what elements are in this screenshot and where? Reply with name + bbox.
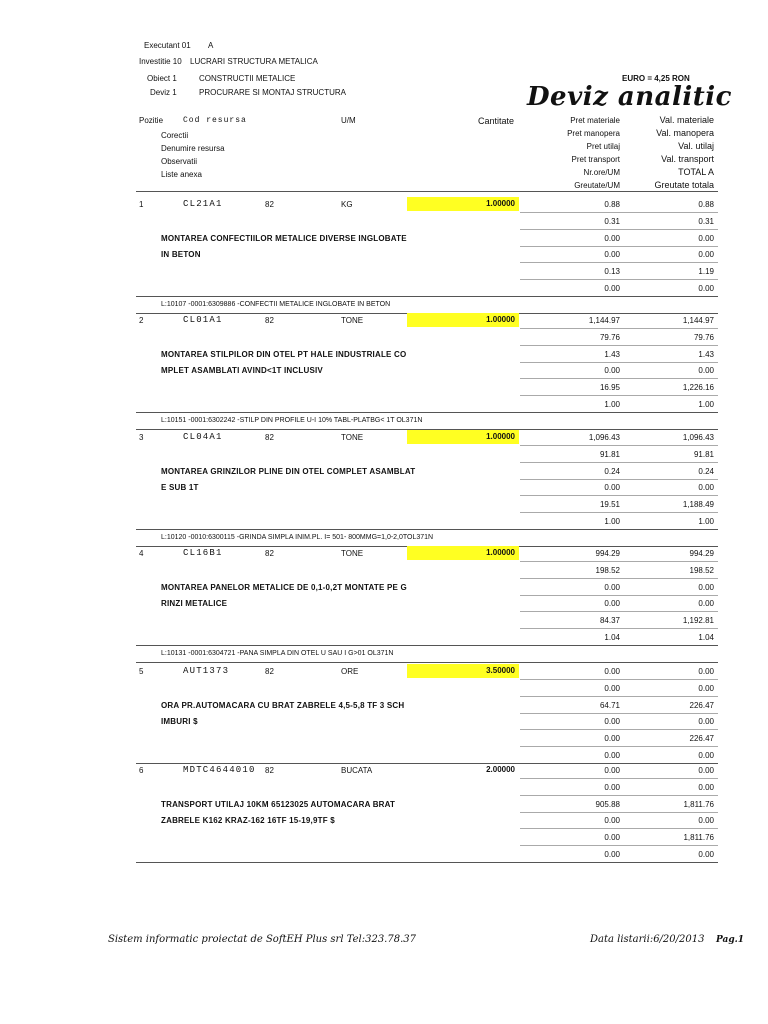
price-header: Pret transport <box>571 155 620 164</box>
item-um: TONE <box>341 549 364 558</box>
subrow-divider <box>520 279 718 280</box>
item-price: 994.29 <box>595 549 620 558</box>
footer-page: Pag.1 <box>716 935 745 945</box>
item-price: 64.71 <box>599 701 620 710</box>
subrow-divider <box>520 445 718 446</box>
value-header: Val. utilaj <box>678 141 714 151</box>
price-header: Nr.ore/UM <box>583 168 620 177</box>
item-price: 0.00 <box>604 483 620 492</box>
item-value: 1,811.76 <box>683 833 714 842</box>
item-code: CL16B1 <box>183 548 223 558</box>
item-value: 0.00 <box>698 234 714 243</box>
item-price: 84.37 <box>599 616 620 625</box>
executant-value: A <box>208 41 214 50</box>
item-price: 1,144.97 <box>588 316 620 325</box>
item-price: 79.76 <box>599 333 620 342</box>
subrow-divider <box>520 512 718 513</box>
subrow-divider <box>520 595 718 596</box>
item-description: ORA PR.AUTOMACARA CU BRAT ZABRELE 4,5-5,8 TF 3 SCH <box>161 701 405 710</box>
item-description: IN BETON <box>161 250 201 259</box>
subrow-divider <box>520 462 718 463</box>
item-value: 79.76 <box>693 333 714 342</box>
item-code: AUT1373 <box>183 666 230 676</box>
subrow-divider <box>520 479 718 480</box>
item-um: KG <box>341 200 353 209</box>
item-value: 0.00 <box>698 766 714 775</box>
item-value: 0.00 <box>698 783 714 792</box>
item-value: 0.00 <box>698 717 714 726</box>
item-price: 0.88 <box>604 200 620 209</box>
item-price: 0.00 <box>604 751 620 760</box>
item-divider <box>136 645 718 646</box>
item-value: 0.31 <box>698 217 714 226</box>
item-number: 2 <box>139 316 144 325</box>
price-header: Pret materiale <box>570 116 620 125</box>
item-number: 3 <box>139 433 144 442</box>
item-code: CL04A1 <box>183 432 223 442</box>
item-value: 1.00 <box>698 517 714 526</box>
col-pozitie: Pozitie <box>139 116 164 125</box>
deviz-label: Deviz 1 <box>150 88 177 97</box>
item-value: 0.00 <box>698 284 714 293</box>
subrow-divider <box>520 229 718 230</box>
item-code: CL21A1 <box>183 199 223 209</box>
price-header: Pret utilaj <box>586 142 620 151</box>
subrow-divider <box>520 345 718 346</box>
obiect-value: CONSTRUCTII METALICE <box>199 74 296 83</box>
item-value: 1,192.81 <box>682 616 714 625</box>
item-value: 1,188.49 <box>682 500 714 509</box>
item-value: 1,226.16 <box>682 383 714 392</box>
item-description: MONTAREA GRINZILOR PLINE DIN OTEL COMPLET ASAMBLAT <box>161 467 416 476</box>
item-number: 1 <box>139 200 144 209</box>
item-value: 1.00 <box>698 400 714 409</box>
item-sub: 82 <box>265 200 274 209</box>
item-value: 198.52 <box>689 566 714 575</box>
item-um: TONE <box>341 433 364 442</box>
item-value: 1.43 <box>698 350 714 359</box>
subrow-divider <box>520 362 718 363</box>
item-price: 0.00 <box>604 234 620 243</box>
item-sub: 82 <box>265 549 274 558</box>
subrow-divider <box>520 845 718 846</box>
footer-company: Sistem informatic proiectat de SoftEH Plus srl Tel:323.78.37 <box>108 934 416 945</box>
item-note: L:10120 -0010:6300115 -GRINDA SIMPLA INIM.PL. I= 501- 800MMG=1,0-2,0TOL371N <box>161 534 434 541</box>
item-value: 0.00 <box>698 751 714 760</box>
value-header: TOTAL A <box>678 167 714 177</box>
item-value: 0.00 <box>698 250 714 259</box>
item-price: 0.00 <box>604 583 620 592</box>
item-price: 0.00 <box>604 850 620 859</box>
item-code: MDTC4644010 <box>183 765 256 775</box>
item-value: 1.19 <box>698 267 714 276</box>
item-value: 0.00 <box>698 599 714 608</box>
subrow-divider <box>520 246 718 247</box>
item-price: 91.81 <box>599 450 620 459</box>
item-price: 19.51 <box>599 500 620 509</box>
item-description: E SUB 1T <box>161 483 199 492</box>
item-price: 0.00 <box>604 766 620 775</box>
item-price: 0.00 <box>604 684 620 693</box>
item-quantity: 1.00000 <box>407 546 519 560</box>
item-value: 226.47 <box>689 701 714 710</box>
item-divider <box>136 296 718 297</box>
header-divider <box>136 191 718 192</box>
item-price: 0.31 <box>604 217 620 226</box>
item-price: 198.52 <box>595 566 620 575</box>
subrow-divider <box>520 679 718 680</box>
item-sub: 82 <box>265 433 274 442</box>
item-price: 0.00 <box>604 816 620 825</box>
item-price: 0.24 <box>604 467 620 476</box>
item-sub: 82 <box>265 316 274 325</box>
item-value: 1.04 <box>698 633 714 642</box>
price-header: Pret manopera <box>567 129 620 138</box>
item-value: 0.24 <box>698 467 714 476</box>
item-price: 0.00 <box>604 833 620 842</box>
left-subheader: Observatii <box>161 157 198 166</box>
executant-label: Executant 01 <box>144 41 191 50</box>
item-value: 226.47 <box>689 734 714 743</box>
subrow-divider <box>520 746 718 747</box>
item-note: L:10107 -0001:6309886 -CONFECTII METALICE INGLOBATE IN BETON <box>161 301 391 308</box>
item-value: 0.00 <box>698 684 714 693</box>
item-quantity: 1.00000 <box>407 313 519 327</box>
col-cantitate: Cantitate <box>478 116 515 126</box>
item-um: BUCATA <box>341 766 373 775</box>
col-cod-resursa: Cod resursa <box>183 116 247 125</box>
item-description: MONTAREA CONFECTIILOR METALICE DIVERSE INGLOBATE <box>161 234 407 243</box>
item-value: 0.88 <box>698 200 714 209</box>
subrow-divider <box>520 778 718 779</box>
item-value: 0.00 <box>698 366 714 375</box>
subrow-divider <box>520 713 718 714</box>
item-price: 1.00 <box>604 400 620 409</box>
item-value: 1,096.43 <box>682 433 714 442</box>
subrow-divider <box>520 262 718 263</box>
subrow-divider <box>520 696 718 697</box>
item-price: 0.00 <box>604 717 620 726</box>
item-description: IMBURI $ <box>161 717 198 726</box>
item-value: 0.00 <box>698 667 714 676</box>
item-value: 1,811.76 <box>683 800 714 809</box>
item-price: 0.00 <box>604 366 620 375</box>
item-note-divider <box>136 662 718 663</box>
value-header: Greutate totala <box>654 180 714 190</box>
item-value: 0.00 <box>698 816 714 825</box>
item-um: TONE <box>341 316 364 325</box>
item-price: 0.00 <box>604 599 620 608</box>
item-value: 0.00 <box>698 850 714 859</box>
item-value: 994.29 <box>689 549 714 558</box>
subrow-divider <box>520 495 718 496</box>
subrow-divider <box>520 795 718 796</box>
item-quantity: 2.00000 <box>486 765 515 774</box>
item-note: L:10151 -0001:6302242 -STILP DIN PROFILE U-I 10% TABL-PLATBG< 1T OL371N <box>161 417 423 424</box>
item-price: 0.13 <box>604 267 620 276</box>
exchange-rate: EURO = 4,25 RON <box>622 74 690 83</box>
item-number: 5 <box>139 667 144 676</box>
item-quantity: 1.00000 <box>407 430 519 444</box>
item-code: CL01A1 <box>183 315 223 325</box>
value-header: Val. manopera <box>656 128 714 138</box>
subrow-divider <box>520 561 718 562</box>
item-description: MPLET ASAMBLATI AVIND<1T INCLUSIV <box>161 366 323 375</box>
item-price: 1.43 <box>604 350 620 359</box>
item-price: 0.00 <box>604 250 620 259</box>
item-quantity: 3.50000 <box>407 664 519 678</box>
item-sub: 82 <box>265 766 274 775</box>
item-number: 6 <box>139 766 144 775</box>
obiect-label: Obiect 1 <box>147 74 177 83</box>
item-price: 905.88 <box>595 800 620 809</box>
item-note: L:10131 -0001:6304721 -PANA SIMPLA DIN OTEL U SAU I G>01 OL371N <box>161 650 394 657</box>
item-value: 0.00 <box>698 483 714 492</box>
subrow-divider <box>520 828 718 829</box>
item-description: ZABRELE K162 KRAZ-162 16TF 15-19,9TF $ <box>161 816 335 825</box>
document-title: Deviz analitic <box>527 82 732 112</box>
item-number: 4 <box>139 549 144 558</box>
item-description: MONTAREA STILPILOR DIN OTEL PT HALE INDUSTRIALE CO <box>161 350 407 359</box>
item-description: MONTAREA PANELOR METALICE DE 0,1-0,2T MONTATE PE G <box>161 583 407 592</box>
item-description: RINZI METALICE <box>161 599 228 608</box>
left-subheader: Liste anexa <box>161 170 202 179</box>
item-price: 1,096.43 <box>588 433 620 442</box>
subrow-divider <box>520 212 718 213</box>
investitie-label: Investitie 10 <box>139 57 182 66</box>
left-subheader: Denumire resursa <box>161 144 225 153</box>
subrow-divider <box>520 628 718 629</box>
footer-date: Data listarii:6/20/2013 <box>590 934 705 945</box>
deviz-value: PROCURARE SI MONTAJ STRUCTURA <box>199 88 346 97</box>
item-price: 0.00 <box>604 667 620 676</box>
value-header: Val. materiale <box>659 115 714 125</box>
item-price: 1.00 <box>604 517 620 526</box>
item-price: 0.00 <box>604 284 620 293</box>
item-price: 16.95 <box>599 383 620 392</box>
item-um: ORE <box>341 667 359 676</box>
subrow-divider <box>520 812 718 813</box>
item-sub: 82 <box>265 667 274 676</box>
subrow-divider <box>520 578 718 579</box>
col-um: U/M <box>341 116 356 125</box>
value-header: Val. transport <box>661 154 714 164</box>
item-price: 1.04 <box>604 633 620 642</box>
subrow-divider <box>520 328 718 329</box>
investitie-value: LUCRARI STRUCTURA METALICA <box>190 57 318 66</box>
item-description: TRANSPORT UTILAJ 10KM 65123025 AUTOMACARA BRAT <box>161 800 396 809</box>
subrow-divider <box>520 611 718 612</box>
subrow-divider <box>520 395 718 396</box>
left-subheader: Corectii <box>161 131 189 140</box>
item-divider <box>136 862 718 863</box>
item-price: 0.00 <box>604 783 620 792</box>
item-divider <box>136 529 718 530</box>
item-divider <box>136 412 718 413</box>
item-value: 1,144.97 <box>682 316 714 325</box>
subrow-divider <box>520 378 718 379</box>
item-value: 91.81 <box>693 450 714 459</box>
price-header: Greutate/UM <box>574 181 620 190</box>
item-quantity: 1.00000 <box>407 197 519 211</box>
item-value: 0.00 <box>698 583 714 592</box>
subrow-divider <box>520 729 718 730</box>
item-price: 0.00 <box>604 734 620 743</box>
